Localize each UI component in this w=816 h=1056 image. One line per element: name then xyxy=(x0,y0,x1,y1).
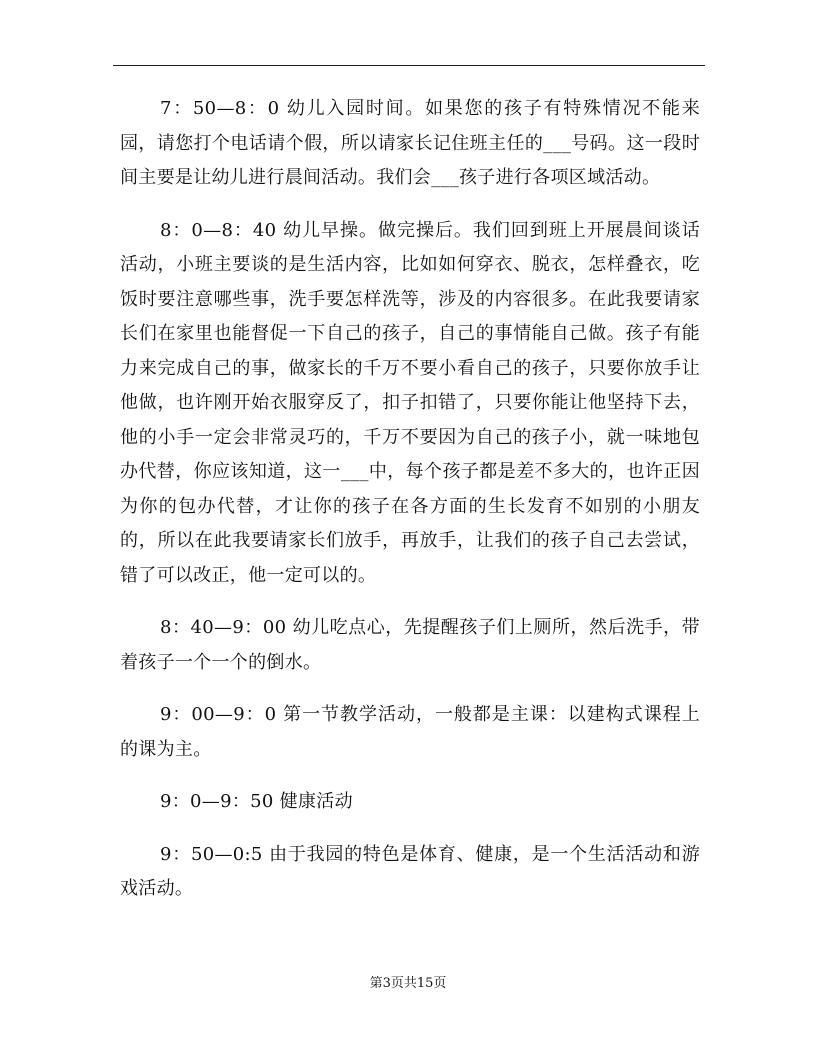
paragraph-health-activity: 9：0—9：50 健康活动 xyxy=(160,791,353,812)
header-rule xyxy=(113,65,705,66)
paragraph-games: 9：50—0:5 由于我园的特色是体育、健康，是一个生活活动和游戏活动。 xyxy=(120,843,700,899)
paragraph-snack: 8：40—9：00 幼儿吃点心，先提醒孩子们上厕所，然后洗手，带着孩子一个一个的倒水。 xyxy=(120,617,700,673)
paragraph-arrival: 7：50—8：0 幼儿入园时间。如果您的孩子有特殊情况不能来园，请您打个电话请个假，所以请家长记住班主任的___号码。这一段时间主要是让幼儿进行晨间活动。我们会___孩子进行各项区域活动。 xyxy=(120,98,700,188)
page-number: 第3页共15页 xyxy=(369,976,447,991)
paragraph-first-lesson: 9：00—9：0 第一节教学活动，一般都是主课：以建构式课程上的课为主。 xyxy=(120,704,700,760)
body-text xyxy=(120,92,700,925)
paragraph-morning-exercise: 8：0—8：40 幼儿早操。做完操后。我们回到班上开展晨间谈话活动，小班主要谈的是生活内容，比如如何穿衣、脱衣，怎样叠衣，吃饭时要注意哪些事，洗手要怎样洗等，涉及的内容很多。在此我要请家长们在家里也能督促一下自己的孩子，自己的事情能自己做。孩子有能力来完成自己的事，做家长的千万不要小看自己的孩子，只要你放手让他做，也许刚开始衣服穿反了，扣子扣错了，只要你能让他坚持下去，他的小手一定会非常灵巧的，千万不要因为自己的孩子小，就一味地包办代替，你应该知道，这一___中，每个孩子都是差不多大的，也许正因为你的包办代替，才让你的孩子在各方面的生长发育不如别的小朋友的，所以在此我要请家长们放手，再放手，让我们的孩子自己去尝试，错了可以改正，他一定可以的。 xyxy=(120,219,700,586)
